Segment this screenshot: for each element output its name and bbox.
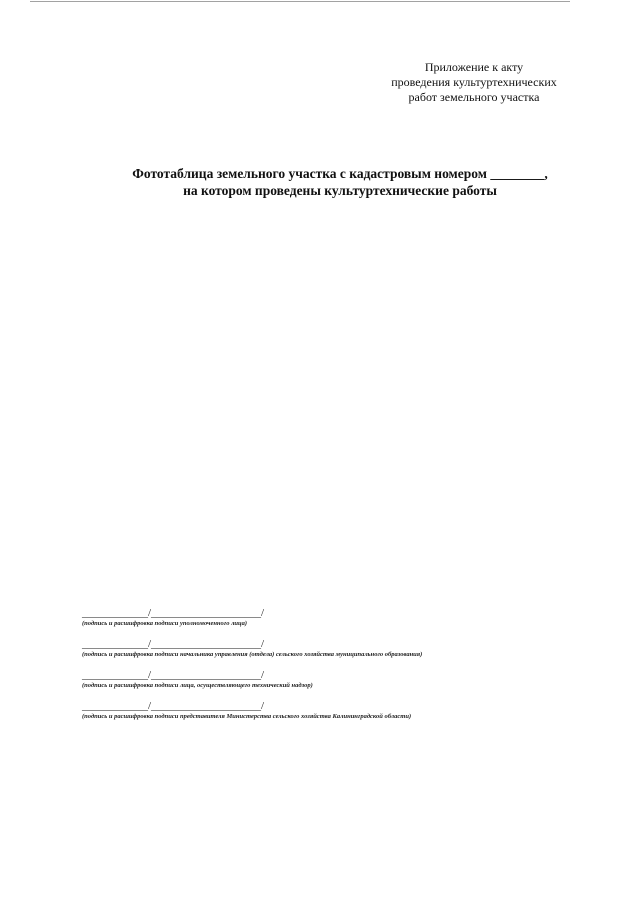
signature-caption: (подпись и расшифровка подписи начальника управления (отдела) сельского хозяйства муниципального образования) xyxy=(82,651,423,658)
signature-block-authorized-person xyxy=(82,607,622,638)
signature-section xyxy=(82,607,622,731)
appendix-line-2: проведения культуртехнических xyxy=(391,75,557,89)
signature-block-department-head xyxy=(82,638,622,669)
appendix-note xyxy=(364,60,584,105)
appendix-line-1: Приложение к акту xyxy=(424,60,524,74)
document-title xyxy=(60,165,620,199)
signature-block-ministry-representative xyxy=(82,700,622,731)
signature-caption: (подпись и расшифровка подписи уполномоченного лица) xyxy=(82,620,248,627)
signature-line: ____________/____________________/ xyxy=(82,700,265,712)
title-line-2: на котором проведены культуртехнические работы xyxy=(183,183,497,198)
title-line-1: Фототаблица земельного участка с кадастровым номером ________, xyxy=(132,166,548,181)
signature-caption: (подпись и расшифровка подписи лица, осуществляющего технический надзор) xyxy=(82,682,313,689)
signature-block-technical-supervisor xyxy=(82,669,622,700)
signature-caption: (подпись и расшифровка подписи представителя Министерства сельского хозяйства Калининградской области) xyxy=(82,713,412,720)
appendix-line-3: работ земельного участка xyxy=(408,90,540,104)
signature-line: ____________/____________________/ xyxy=(82,669,265,681)
scan-edge-line xyxy=(30,1,570,2)
signature-line: ____________/____________________/ xyxy=(82,607,265,619)
signature-line: ____________/____________________/ xyxy=(82,638,265,650)
